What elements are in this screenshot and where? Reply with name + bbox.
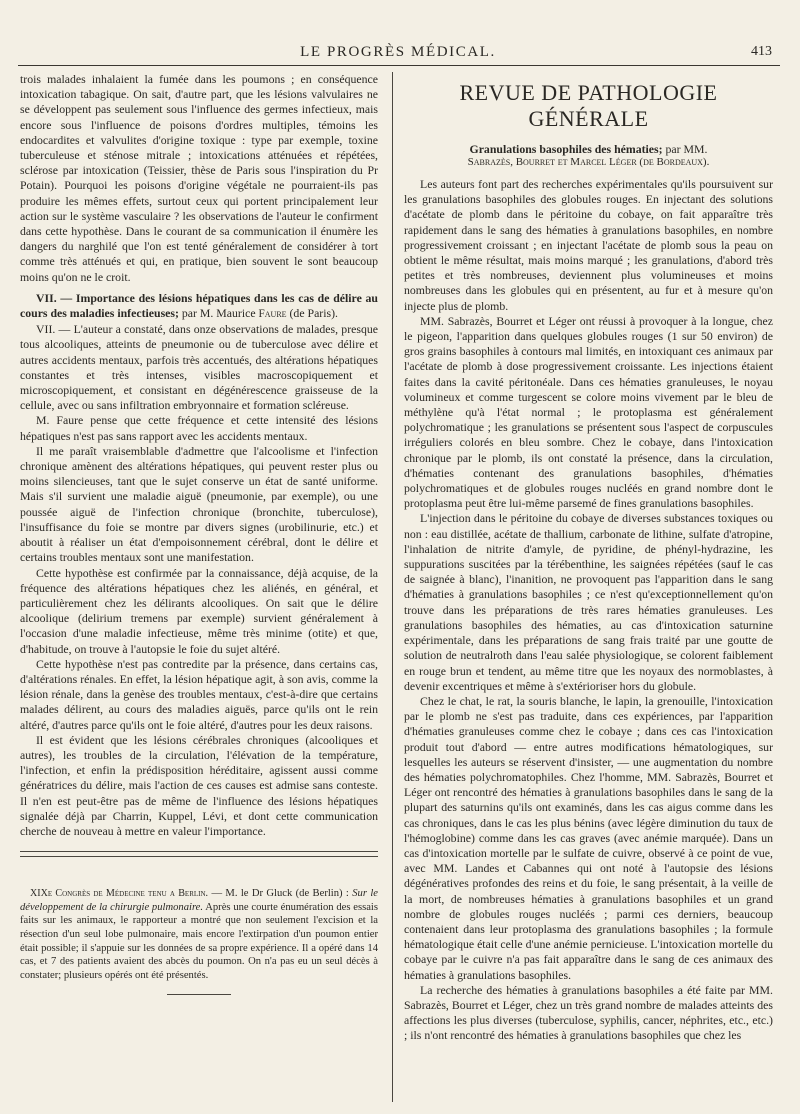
section-byline: par M. Maurice: [181, 306, 256, 321]
section-heading: [20, 291, 378, 322]
paragraph: trois malades inhalaient la fumée dans les poumons ; en conséquence intoxication tabagique. On sait, d'autre part, que les lésions valvulaires ne se développent pas seulement sous l'influence des germes infectieux, mais encore sous l'influence de poisons d'ordres multiples, témoins les endocardites et valvulites d'origine toxique : type par exemple, toxine tuberculeuse et sténose mitrale ; intoxications atténuées et répétées, sclérose par intoxication (Teissier, thèse de Paris sous l'inspiration du Pr Potain). Pourquoi les poisons d'origine végétale ne pourraient-ils pas produire les mêmes effets, surtout ceux qui portent principalement leur action sur le système vasculaire ? les observations de l'auteur le confirment dans cette hypothèse. Dans le courant de sa communication il énumère les dangers du narghilé que l'on est tenté généralement de considérer à tort comme très atténués et qui, en pratique, bien souvent le sont beaucoup moins qu'on ne le croit.: [20, 72, 378, 284]
paragraph: La recherche des hématies à granulations basophiles a été faite par MM. Sabrazès, Bourret et Léger, chez un très grand nombre de malades atteints des affections les plus diverses (tuberculose, syphilis, cancer, néphrites, etc., etc.) ; ils n'ont rencontré des hématies à granulations basophiles que chez les: [404, 982, 773, 1043]
paragraph: Les auteurs font part des recherches expérimentales qu'ils poursuivent sur les granulations basophiles des globules rouges. En injectant des solutions d'acétate de plomb dans le péritoine du cobaye, on fait apparaître très rapidement dans le sang des hématies à granulations basophiles, en nombre progressivement croissant ; en injectant l'acétate de plomb sous la peau on obtient le même résultat, mais moins marqué ; les granulations, d'abord très petites et très nombreuses, deviennent plus volumineuses et moins nombreuses dans les globules qui en présentent, au fur et à mesure qu'on injecte plus de plomb.: [404, 177, 773, 313]
congress-note: [20, 887, 378, 995]
right-column: [404, 72, 773, 1044]
note-author: — M. le Dr Gluck (de Berlin) :: [211, 888, 349, 900]
article-authors: Sabrazès, Bourret et Marcel Léger (de Bordeaux).: [467, 156, 710, 168]
review-title: REVUE DE PATHOLOGIE GÉNÉRALE: [459, 80, 718, 131]
column-divider: [392, 72, 393, 1102]
paragraph: L'injection dans le péritoine du cobaye de diverses substances toxiques ou non : eau distillée, acétate de thallium, carbonate de lithine, sulfate d'atropine, l'inhalation de nitrite d'amyle, de pyridine, de phényl-hydrazine, les suppurations suscitées par la térébenthine, les saignées répétées (sauf le cas de saignée à blanc), l'inanition, ne provoquent pas l'apparition dans le sang d'hématies à granulations basophiles ; ce n'est qu'exceptionnellement qu'on trouve dans les préparations de très rares hématies granuleuses. Les granulations basophiles des hématies, au cas d'intoxication saturnine expérimentale, dans les préparations de sang frais traité par une goutte de solution de neutralroth dans l'eau salée physiologique, se colorent faiblement en rouge brun et tendent, au même titre que les noyaux des normoblastes, à devenir excentriques et même à s'extérioriser hors du globule.: [404, 511, 773, 693]
paragraph: Il me paraît vraisemblable d'admettre que l'alcoolisme et l'infection chronique amènent des altérations hépatiques, qui peuvent rester plus ou moins silencieuses, tant que le sujet conserve un état de santé uniforme. Mais s'il survient une maladie aiguë (pneumonie, par exemple), ou une poussée aiguë de l'infection chronique (bronchite, tuberculose), l'insuffisance du foie se montre par divers signes (urobilinurie, etc.) et aboutit à réaliser un état d'empoisonnement cérébral, dont le délire et certains troubles mentaux sont une manifestation.: [20, 443, 378, 565]
paragraph: VII. — L'auteur a constaté, dans onze observations de malades, presque tous alcooliques, atteints de pneumonie ou de tuberculose avec délire et autres accidents mentaux, parfois très accentués, des altérations hépatiques constantes et très intenses, visibles macroscopiquement et microscopiquement, et consistant en dégénérescence graisseuse de la cellule, avec ou sans infiltration embryonnaire et formation scléreuse.: [20, 322, 378, 413]
article-title: Granulations basophiles des hématies;: [469, 142, 663, 156]
paragraph: M. Faure pense que cette fréquence et cette intensité des lésions hépatiques n'est pas sans rapport avec les accidents mentaux.: [20, 413, 378, 443]
page-header: [18, 44, 778, 64]
section-author: Faure: [258, 308, 287, 321]
paragraph: MM. Sabrazès, Bourret et Léger ont réussi à provoquer à la longue, chez le pigeon, l'apparition dans quelques globules rouges (1 sur 50 environ) de gros grains basophiles à contours mal limités, en intoxiquant ces animaux par l'acétate de plomb à dose progressivement croissante. Les injections étaient faites dans la cavité péritonéale. Dans ces hématies granuleuses, le noyau volumineux et comme turgescent se colore moins vivement par le bleu de méthylène qu'à l'état normal ; le protoplasma est généralement polychromatique ; les granulations se présentent sous l'aspect de corpuscules irréguliers colorés en bleu sombre. Chez le cobaye, dans l'intoxication chronique par le plomb, ils ont constaté la présence, dans la circulation, d'hématies contenant des granulations basophiles, d'hématies polychromatiques et de globules rouges nucléés en grand nombre dont le protoplasma peut être lui-même parsemé de fines granulations basophiles.: [404, 313, 773, 511]
note-body: Après une courte énumération des essais faits sur les animaux, le rapporteur a montré que non seulement l'excision et la résection d'un seul lobe pulmonaire, mais encore l'extirpation d'un poumon entier était possible; il s'appuie sur les données de sa propre expérience. Il a opéré dans 14 cas, et 7 des patients avaient des abcès du poumon. On n'a pas eu un seul décès à constater; plusieurs opérés ont été présentés.: [20, 901, 378, 981]
end-rule: [167, 994, 231, 995]
paragraph: Chez le chat, le rat, la souris blanche, le lapin, la grenouille, l'intoxication par le plomb ne s'est pas traduite, dans ces expériences, par l'apparition d'hématies granuleuses comme chez le cobaye ; dans ces cas l'intoxication produit tout d'abord — entre autres modifications hématologiques, sur lesquelles les auteurs se réservent d'insister, — une augmentation du nombre des hématies polychromatophiles. Chez l'homme, MM. Sabrazès, Bourret et Léger ont rencontré des hématies à granulations basophiles dans le sang de la plupart des saturnins qu'ils ont examinés, dans les cas aigus comme dans les cas chroniques, dans le cas les plus bénins (avec légère diminution du taux de l'hémoglobine) comme dans les cas graves (avec anémie marquée). Dans un cas d'intoxication mortelle par le sulfate de cuivre, observé à ce point de vue, avec MM. Landes et Cabannes qui ont noté à l'autopsie des lésions dégénératives profondes des reins et du foie, le sang présentait, à la veille de la mort, de nombreuses hématies à granulations basophiles et un grand nombre de globules rouges nucléés ; parmi ces derniers, beaucoup contenaient dans leur protoplasma des granulations basophiles ; la formule hématologique était celle d'une anémie pernicieuse. L'intoxication mortelle du cobaye par le cuivre n'a pas fait apparaître dans le sang de ces animaux des hématies à granulations basophiles.: [404, 693, 773, 982]
page-number: 413: [751, 44, 772, 59]
header-rule: [18, 65, 780, 66]
article-heading: [404, 142, 773, 169]
paragraph: Cette hypothèse n'est pas contredite par la présence, dans certains cas, d'altérations rénales. En effet, la lésion hépatique agit, à son avis, comme la lésion rénale, dans la genèse des troubles mentaux, c'est-à-dire que certains malades délirent, au cours des maladies aiguës, parce qu'ils ont le rein altéré, d'autres parce qu'ils ont le foie altéré, d'autres pour les deux raisons.: [20, 656, 378, 732]
note-paragraph: [20, 887, 378, 982]
section-title: VII. — Importance des lésions hépatiques dans les cas de délire au cours des maladies infectieuses;: [20, 290, 378, 321]
paragraph: Il est évident que les lésions cérébrales chroniques (alcooliques et autres), les troubles de la circulation, l'élévation de la température, l'infection, et enfin la prédisposition héréditaire, agissent aussi comme génératrices du délire, mais l'action de ces causes est admise sans conteste. Il n'en est peut-être pas de même de l'influence des lésions hépatiques signalée déjà par Charrin, Kuppel, Lévi, et dont cette communication cherche de nouveau à mettre en valeur l'importance.: [20, 732, 378, 838]
running-title: LE PROGRÈS MÉDICAL.: [300, 44, 496, 60]
section-place: (de Paris).: [289, 306, 338, 321]
article-byline: par MM.: [665, 142, 708, 156]
paragraph: Cette hypothèse est confirmée par la connaissance, déjà acquise, de la fréquence des altérations hépatiques chez les aliénés, en général, et particulièrement chez les délirants alcooliques. On sait que le délire alcoolique (delirium tremens par exemple) survient généralement à l'occasion d'une maladie infectieuse, même très minime (otite) et que, d'habitude, on trouve à l'autopsie le foie du sujet altéré.: [20, 565, 378, 656]
left-column: [20, 72, 378, 995]
column-rule: [20, 851, 378, 852]
note-title: Sur le développement de la chirurgie pulmonaire.: [20, 888, 378, 913]
column-rule: [20, 856, 378, 857]
note-heading: XIXe Congrès de Médecine tenu a Berlin.: [30, 888, 209, 900]
